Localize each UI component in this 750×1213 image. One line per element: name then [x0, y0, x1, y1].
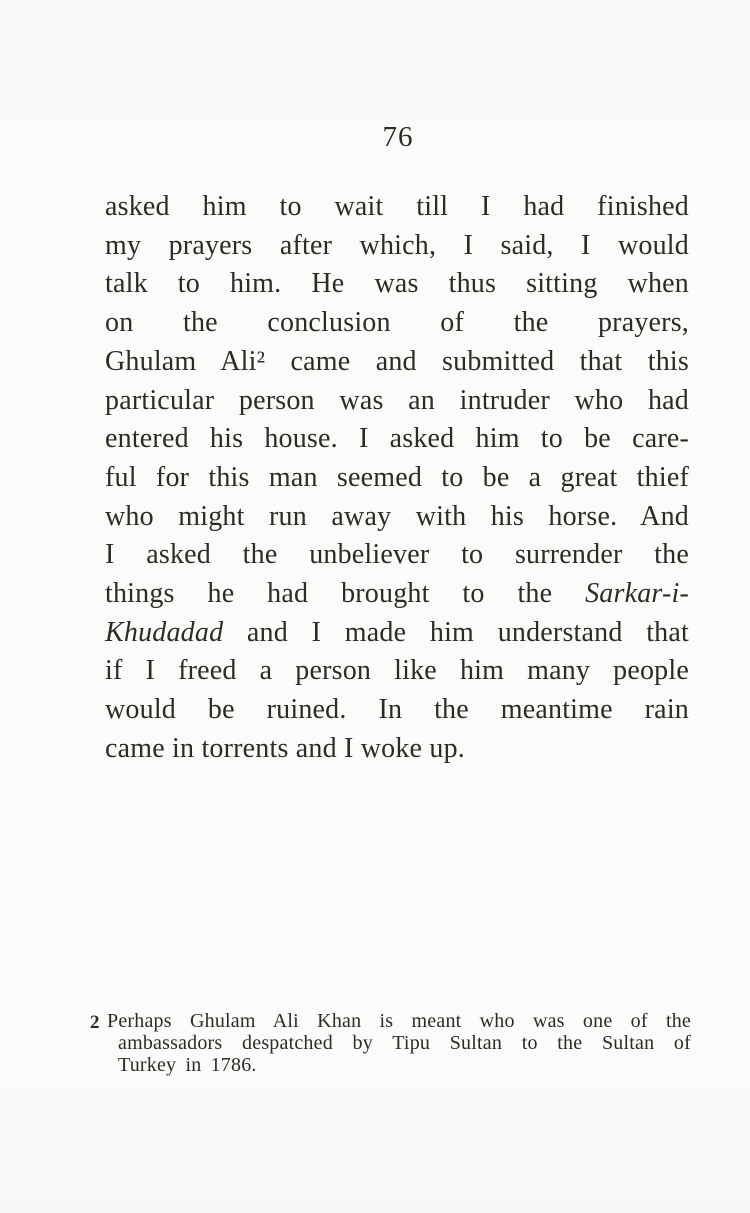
text-line: entered his house. I asked him to be care-	[105, 423, 689, 455]
text-line: who might run away with his horse. And	[105, 500, 689, 532]
text-line: would be ruined. In the meantime rain	[105, 694, 689, 726]
footnote-marker: 2	[90, 1012, 100, 1033]
text-line: ambassadors despatched by Tipu Sultan to the Sultan of	[118, 1031, 691, 1054]
text-line: Ghulam Ali² came and submitted that this	[105, 345, 689, 377]
text-line: asked him to wait till I had finished	[105, 191, 689, 222]
text-line: talk to him. He was thus sitting when	[105, 268, 689, 300]
footnote-text	[90, 1011, 691, 1076]
footnote	[90, 1011, 691, 1076]
text-line: came in torrents and I woke up.	[105, 732, 465, 764]
text-line: if I freed a person like him many people	[105, 655, 689, 687]
text-line: ful for this man seemed to be a great thief	[105, 461, 689, 493]
text-line: my prayers after which, I said, I would	[105, 229, 689, 261]
text-line: things he had brought to the Sarkar-i-	[105, 578, 689, 610]
text-line: Khudadad and I made him understand that	[105, 616, 689, 648]
text-line: Turkey in 1786.	[118, 1053, 257, 1076]
text-line: Perhaps Ghulam Ali Khan is meant who was one of the	[107, 1010, 691, 1032]
page-number: 76	[382, 121, 414, 153]
text-line: on the conclusion of the prayers,	[105, 307, 689, 339]
text-line: I asked the unbeliever to surrender the	[105, 539, 689, 571]
text-line: particular person was an intruder who had	[105, 384, 689, 416]
body-paragraph	[105, 188, 689, 769]
